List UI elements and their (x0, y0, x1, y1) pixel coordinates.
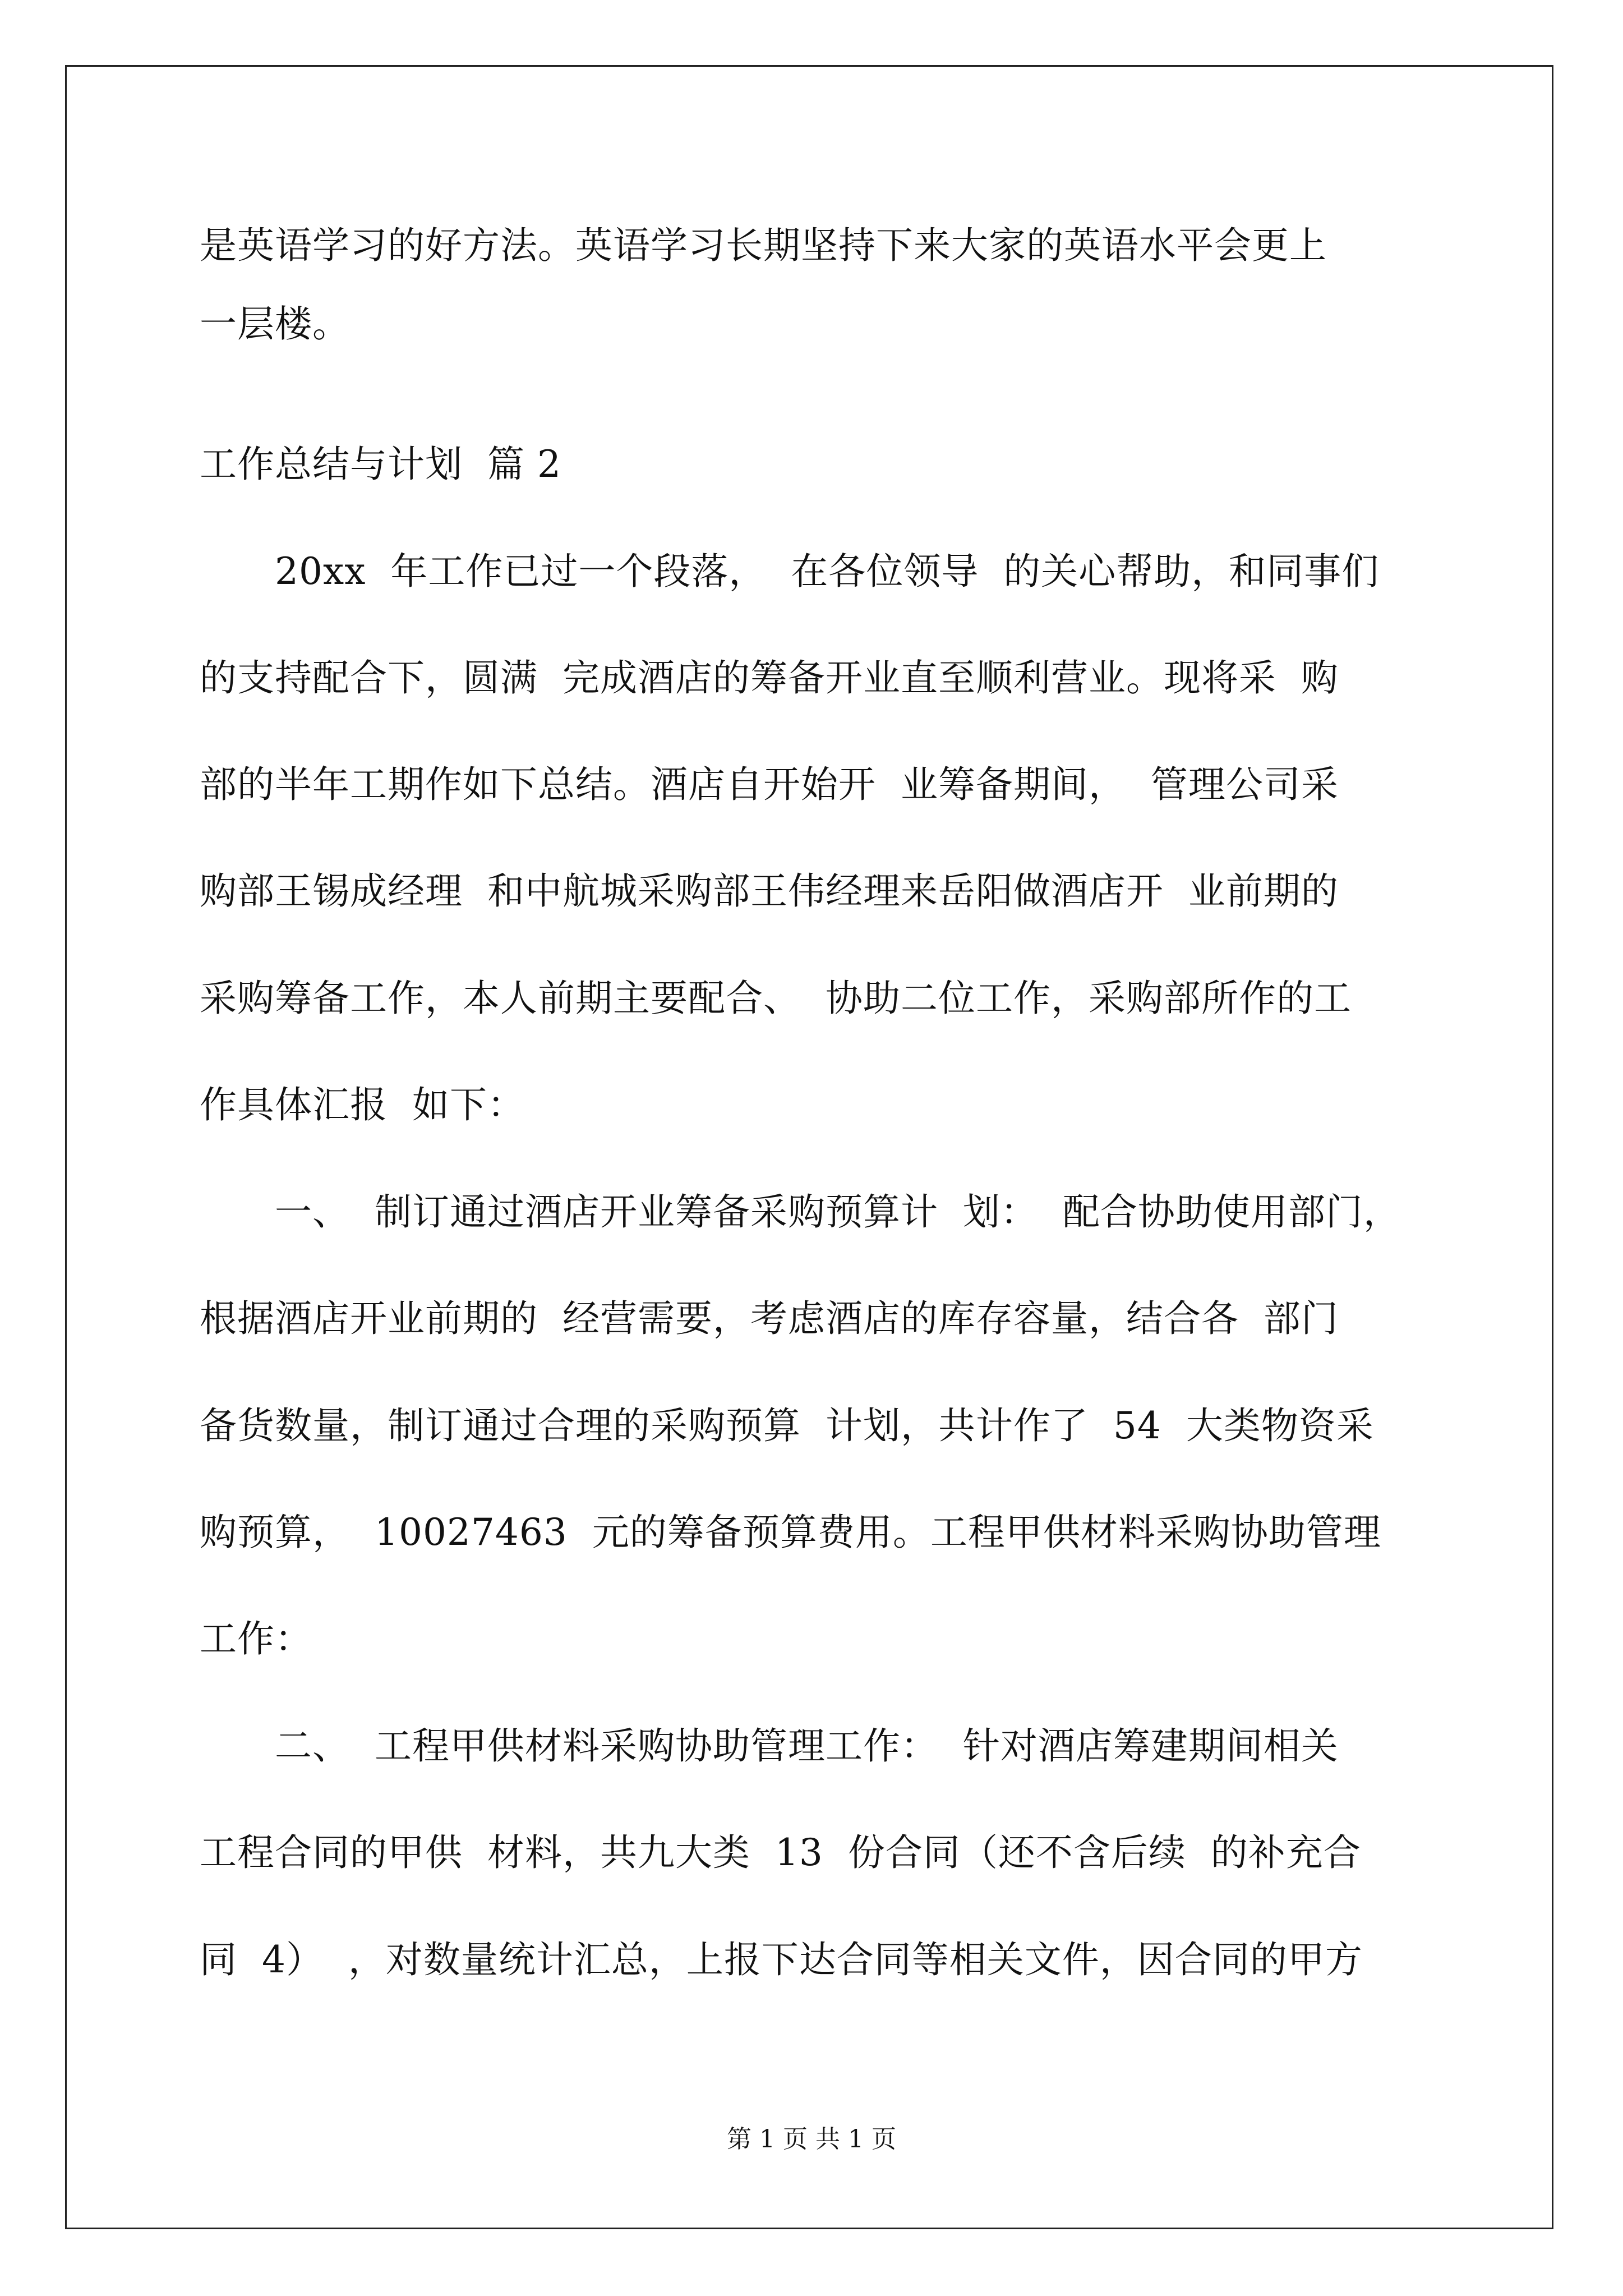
paragraph-line: 备货数量，制订通过合理的采购预算 计划，共计作了 54 大类物资采 (200, 1404, 1374, 1447)
paragraph-line: 二、 工程甲供材料采购协助管理工作： 针对酒店筹建期间相关 (275, 1724, 1339, 1768)
paragraph-line: 购预算， 10027463 元的筹备预算费用。工程甲供材料采购协助管理 (200, 1511, 1381, 1554)
paragraph-line: 部的半年工期作如下总结。酒店自开始开 业筹备期间， 管理公司采 (200, 763, 1339, 806)
paragraph-line: 20xx 年工作已过一个段落， 在各位领导 的关心帮助，和同事们 (275, 550, 1380, 593)
paragraph-line: 一、 制订通过酒店开业筹备采购预算计 划： 配合协助使用部门， (275, 1190, 1401, 1234)
paragraph-line: 一层楼。 (200, 302, 350, 346)
paragraph-line: 是英语学习的好方法。英语学习长期坚持下来大家的英语水平会更上 (200, 224, 1327, 267)
paragraph-line: 采购筹备工作，本人前期主要配合、 协助二位工作，采购部所作的工 (200, 977, 1352, 1020)
paragraph-line: 工程合同的甲供 材料，共九大类 13 份合同（还不含后续 的补充合 (200, 1831, 1361, 1874)
paragraph-line: 作具体汇报 如下： (200, 1083, 525, 1126)
paragraph-line: 根据酒店开业前期的 经营需要，考虑酒店的库存容量，结合各 部门 (200, 1297, 1339, 1340)
section-heading: 工作总结与计划 篇 2 (200, 443, 561, 486)
paragraph-line: 同 4） ，对数量统计汇总，上报下达合同等相关文件，因合同的甲方 (200, 1938, 1363, 1981)
paragraph-line: 购部王锡成经理 和中航城采购部王伟经理来岳阳做酒店开 业前期的 (200, 869, 1339, 913)
paragraph-line: 工作： (200, 1617, 312, 1660)
paragraph-line: 的支持配合下，圆满 完成酒店的筹备开业直至顺利营业。现将采 购 (200, 656, 1339, 700)
page-footer: 第 1 页 共 1 页 (727, 2125, 896, 2154)
page-border (65, 65, 1553, 2229)
